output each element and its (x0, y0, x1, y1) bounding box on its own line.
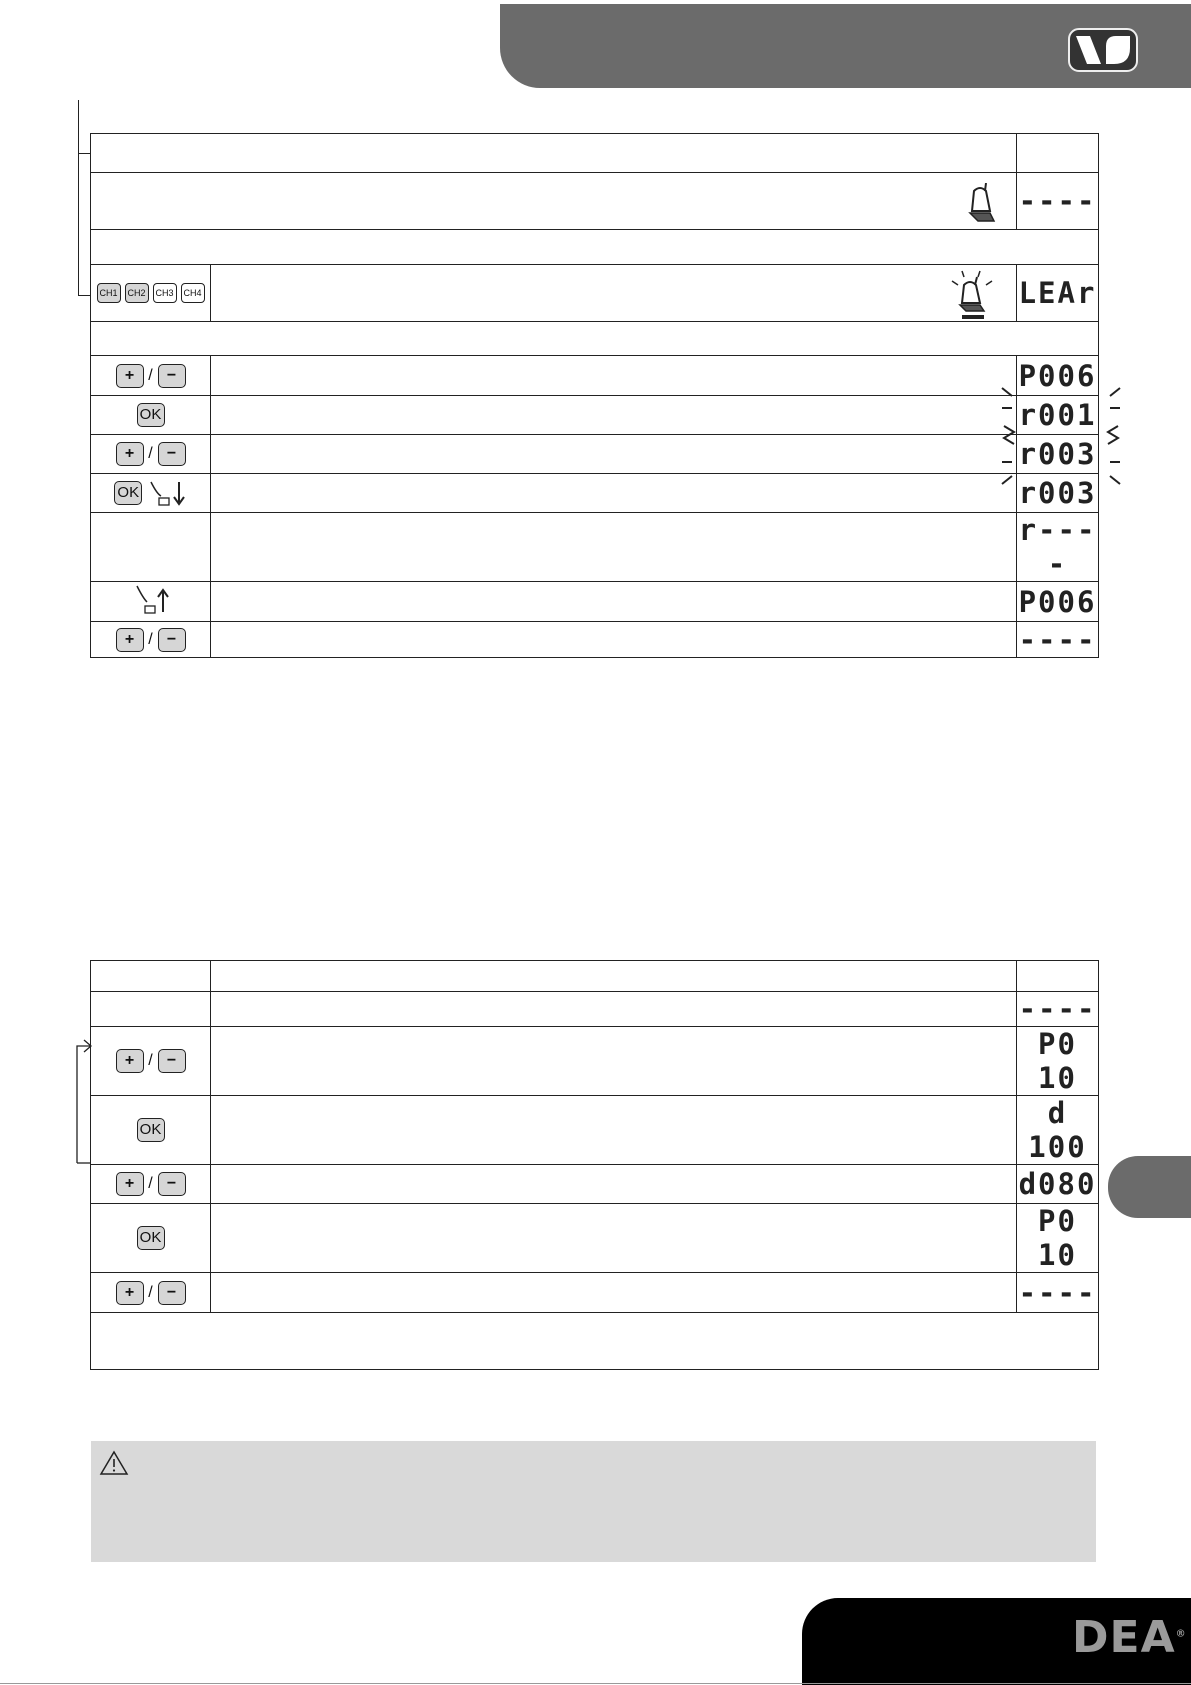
table-row (91, 356, 1099, 396)
brand-mark-icon (1068, 28, 1138, 72)
key-cell (91, 1204, 211, 1273)
table-row (91, 622, 1099, 658)
table-row (91, 961, 1099, 992)
lcd-display: ---- (1017, 173, 1099, 230)
lcd-display: r001 (1017, 396, 1099, 435)
table-row (91, 582, 1099, 622)
minus-button[interactable]: − (158, 1049, 186, 1073)
table-row (91, 1027, 1099, 1096)
plus-button[interactable]: + (116, 1172, 144, 1196)
dea-logo (1072, 1612, 1187, 1663)
lcd-display: ---- (1017, 622, 1099, 658)
bracket-line (78, 100, 79, 295)
minus-button[interactable]: − (158, 1172, 186, 1196)
bracket-tick (78, 295, 90, 296)
slash-separator: / (148, 630, 153, 648)
row-text (211, 265, 1017, 322)
slash-separator: / (148, 1052, 153, 1069)
lcd-display (1017, 961, 1099, 992)
key-cell (91, 1165, 211, 1204)
table-row (91, 134, 1099, 173)
blink-marks-right (1098, 380, 1138, 490)
row-text (211, 356, 1017, 396)
lcd-display: r003 (1017, 435, 1099, 474)
ok-button[interactable]: OK (137, 403, 165, 427)
dea-logo-text: DEA (1072, 1612, 1176, 1663)
plus-button[interactable]: + (116, 1281, 144, 1305)
key-cell (91, 992, 211, 1027)
plus-button[interactable]: + (116, 1049, 144, 1073)
table-row (91, 1204, 1099, 1273)
table-row (91, 173, 1099, 230)
slash-separator: / (148, 1283, 153, 1301)
key-cell (91, 622, 211, 658)
row-text (211, 513, 1017, 582)
release-icon (131, 582, 171, 616)
ch2-button[interactable]: CH2 (125, 283, 149, 303)
slash-separator: / (148, 445, 153, 462)
row-text (211, 582, 1017, 622)
plus-button[interactable]: + (116, 364, 144, 388)
procedure-table-2 (90, 960, 1099, 1370)
loop-back-arrow (60, 1030, 94, 1170)
bracket-tick (78, 153, 90, 154)
table-row (91, 513, 1099, 582)
minus-button[interactable]: − (158, 1281, 186, 1305)
row-span-text (91, 230, 1099, 265)
lcd-display: LEAr (1017, 265, 1099, 322)
lcd-display: P0 10 (1017, 1027, 1099, 1096)
row-text (211, 1165, 1017, 1204)
section-side-tab (1108, 1156, 1191, 1218)
table-row (91, 1313, 1099, 1370)
minus-button[interactable]: − (158, 364, 186, 388)
note-text (91, 1313, 1099, 1370)
table-row (91, 396, 1099, 435)
row-text (211, 1027, 1017, 1096)
table-row (91, 474, 1099, 513)
ok-button[interactable]: OK (137, 1226, 165, 1250)
row-text (211, 435, 1017, 474)
key-cell (91, 1273, 211, 1313)
lcd-display: d 100 (1017, 1096, 1099, 1165)
table-row (91, 1165, 1099, 1204)
trademark-symbol: ® (1175, 1628, 1187, 1640)
ch4-button[interactable]: CH4 (181, 283, 205, 303)
table-row (91, 322, 1099, 356)
lcd-display: ---- (1017, 1273, 1099, 1313)
row-text (211, 622, 1017, 658)
row-text (211, 474, 1017, 513)
lcd-display (1017, 134, 1099, 173)
key-cell (91, 513, 211, 582)
row-text (211, 992, 1017, 1027)
key-cell (91, 396, 211, 435)
lcd-display: ---- (1017, 992, 1099, 1027)
minus-button[interactable]: − (158, 442, 186, 466)
slash-separator: / (148, 366, 153, 384)
warning-triangle-icon (99, 1450, 129, 1476)
key-cell (91, 474, 211, 513)
row-text (211, 1096, 1017, 1165)
ok-button[interactable]: OK (114, 481, 142, 505)
bottom-rule (0, 1683, 1191, 1684)
row-text (211, 396, 1017, 435)
blinking-transmitter-icon (946, 267, 998, 321)
key-cell (91, 435, 211, 474)
plus-button[interactable]: + (116, 628, 144, 652)
row-text (211, 1273, 1017, 1313)
lcd-display: P006 (1017, 356, 1099, 396)
slash-separator: / (148, 1175, 153, 1192)
lcd-display: d080 (1017, 1165, 1099, 1204)
warning-box (91, 1441, 1096, 1562)
row-span-text (91, 322, 1099, 356)
procedure-table-1 (90, 133, 1099, 658)
plus-button[interactable]: + (116, 442, 144, 466)
remote-transmitter-icon (964, 183, 996, 223)
ch1-button[interactable]: CH1 (97, 283, 121, 303)
table-row (91, 992, 1099, 1027)
table-row (91, 230, 1099, 265)
key-cell (91, 961, 211, 992)
press-hold-icon (147, 478, 187, 508)
ch3-button[interactable]: CH3 (153, 283, 177, 303)
ok-button[interactable]: OK (137, 1118, 165, 1142)
key-cell (91, 1027, 211, 1096)
row-text (91, 173, 1017, 230)
table-row (91, 1273, 1099, 1313)
row-title-text (91, 134, 1017, 173)
table-row (91, 265, 1099, 322)
lcd-display: r003 (1017, 474, 1099, 513)
minus-button[interactable]: − (158, 628, 186, 652)
lcd-display: r---- (1017, 513, 1099, 582)
key-cell (91, 356, 211, 396)
table-row (91, 435, 1099, 474)
row-text (211, 961, 1017, 992)
key-cell (91, 265, 211, 322)
key-cell (91, 1096, 211, 1165)
key-cell (91, 582, 211, 622)
blink-marks-left (992, 380, 1032, 490)
lcd-display: P006 (1017, 582, 1099, 622)
table-row (91, 1096, 1099, 1165)
lcd-display: P0 10 (1017, 1204, 1099, 1273)
row-text (211, 1204, 1017, 1273)
